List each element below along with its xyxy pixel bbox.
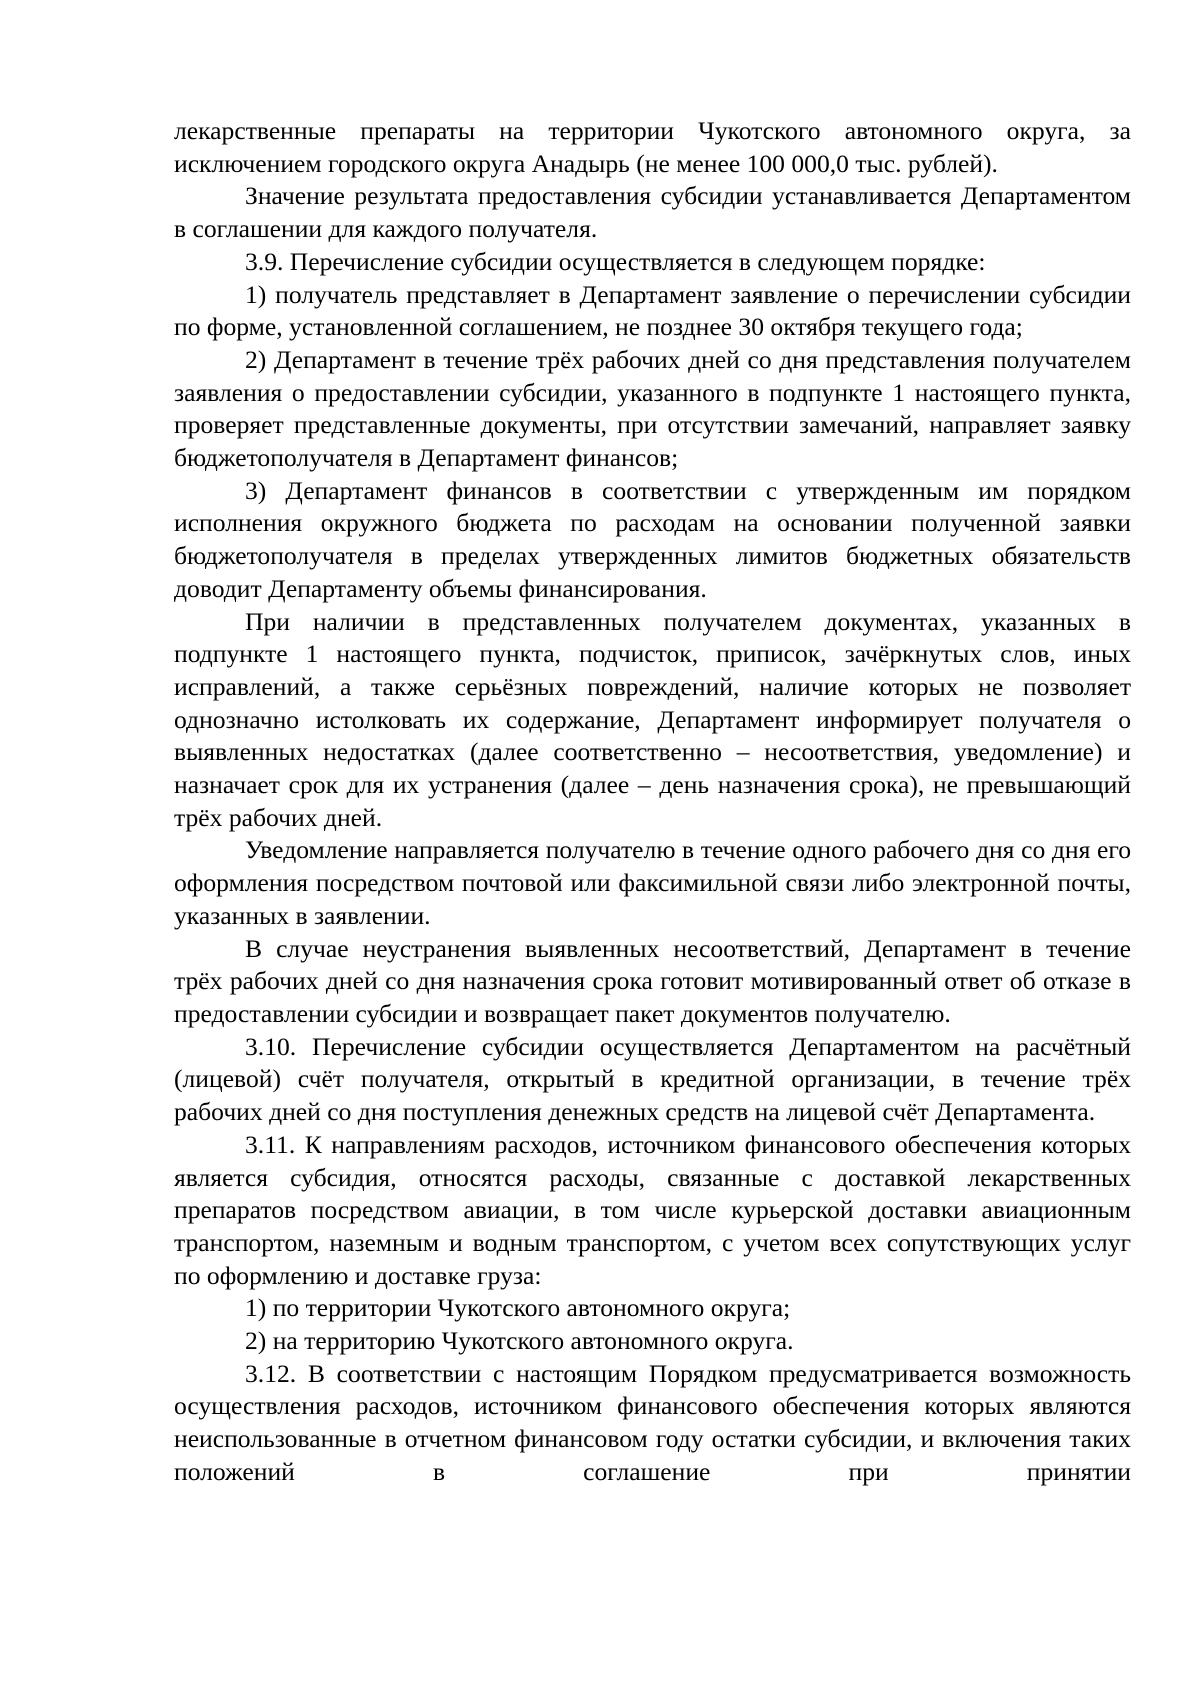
paragraph-result-value: Значение результата предоставления субсидии устанавливается Департаментом в соглашении для каждого получателя.: [174, 181, 1131, 244]
paragraph-3-11-item-2: 2) на территорию Чукотского автономного округа.: [245, 1326, 794, 1356]
paragraph-3-9: 3.9. Перечисление субсидии осуществляется в следующем порядке:: [245, 246, 986, 276]
paragraph-3-12: 3.12. В соответствии с настоящим Порядком предусматривается возможность осуществления расходов, источником финансового обеспечения которых являются неиспользованные в отчетном финансовом году остатки субсидии, и включения таких положений в соглашение при принятии: [174, 1358, 1131, 1486]
paragraph-3-10: 3.10. Перечисление субсидии осуществляется Департаментом на расчётный (лицевой) счёт получателя, открытый в кредитной организации, в течение трёх рабочих дней со дня поступления денежных средств на лицевой счёт Департамента.: [174, 1031, 1131, 1127]
paragraph-deficiencies: При наличии в представленных получателем документах, указанных в подпункте 1 настоящего пункта, подчисток, приписок, зачёркнутых слов, иных исправлений, а также серьёзных повреждений, наличие которых не позволяет однозначно истолковать их содержание, Департамент информирует получателя о выявленных недостатках (далее соответственно – несоответствия, уведомление) и назначает срок для их устранения (далее – день назначения срока), не превышающий трёх рабочих дней.: [174, 606, 1131, 832]
paragraph-3-9-item-1: 1) получатель представляет в Департамент заявление о перечислении субсидии по форме, установленной соглашением, не позднее 30 октября текущего года;: [174, 279, 1131, 342]
paragraph-refusal: В случае неустранения выявленных несоответствий, Департамент в течение трёх рабочих дней со дня назначения срока готовит мотивированный ответ об отказе в предоставлении субсидии и возвращает пакет документов получателю.: [174, 933, 1131, 1028]
paragraph-3-11: 3.11. К направлениям расходов, источником финансового обеспечения которых является субсидия, относятся расходы, связанные с доставкой лекарственных препаратов посредством авиации, в том числе курьерской доставки авиационным транспортом, наземным и водным транспортом, с учетом всех сопутствующих услуг по оформлению и доставке груза:: [174, 1129, 1131, 1290]
paragraph-3-9-item-2: 2) Департамент в течение трёх рабочих дней со дня представления получателем заявления о предоставлении субсидии, указанного в подпункте 1 настоящего пункта, проверяет представленные документы, при отсутствии замечаний, направляет заявку бюджетополучателя в Департамент финансов;: [174, 344, 1131, 473]
paragraph-3-9-item-3: 3) Департамент финансов в соответствии с утвержденным им порядком исполнения окружного бюджета по расходам на основании полученной заявки бюджетополучателя в пределах утвержденных лимитов бюджетных обязательств доводит Департаменту объемы финансирования.: [174, 475, 1131, 603]
paragraph-notification: Уведомление направляется получателю в течение одного рабочего дня со дня его оформления посредством почтовой или факсимильной связи либо электронной почты, указанных в заявлении.: [174, 835, 1131, 930]
paragraph-continuation: лекарственные препараты на территории Чукотского автономного округа, за исключением городского округа Анадырь (не менее 100 000,0 тыс. рублей).: [174, 116, 1131, 178]
document-body: [174, 115, 1131, 1489]
paragraph-3-11-item-1: 1) по территории Чукотского автономного округа;: [245, 1293, 791, 1323]
